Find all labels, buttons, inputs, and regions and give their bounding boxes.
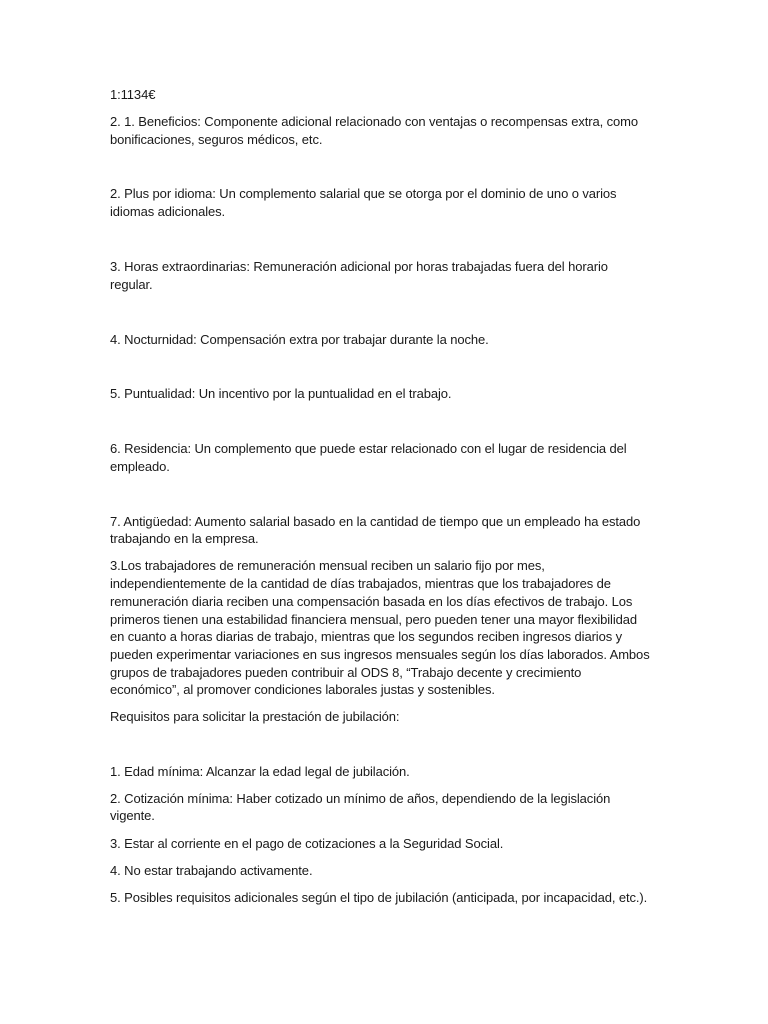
paragraph-line-4: primeros tienen una estabilidad financiera mensual, pero pueden tener una mayor flexibilidad (110, 612, 638, 627)
paragraph-line-6: pueden experimentar variaciones en sus ingresos mensuales según los días laborados. Ambos (110, 647, 650, 662)
nocturnidad-line: 4. Nocturnidad: Compensación extra por trabajar durante la noche. (110, 332, 489, 347)
paragraph-line-3: remuneración diaria reciben una compensación basada en los días efectivos de trabajo. Los (110, 594, 633, 609)
paragraph-line-2: independientemente de la cantidad de días trabajados, mientras que los trabajadores de (110, 576, 611, 591)
paragraph-line-1: 3.Los trabajadores de remuneración mensual reciben un salario fijo por mes, (110, 558, 545, 573)
requisito-4-line: 4. No estar trabajando activamente. (110, 863, 313, 878)
paragraph-line-5: en cuanto a horas diarias de trabajo, mientras que los segundos reciben ingresos diarios y (110, 629, 623, 644)
paragraph-line-8: económico”, al promover condiciones laborales justas y sostenibles. (110, 682, 495, 697)
requisito-2-line-1: 2. Cotización mínima: Haber cotizado un mínimo de años, dependiendo de la legislación (110, 791, 611, 806)
requisito-5-line: 5. Posibles requisitos adicionales según el tipo de jubilación (anticipada, por incapacidad, etc.). (110, 890, 648, 905)
residencia-line-2: empleado. (110, 459, 170, 474)
paragraph-line-7: grupos de trabajadores pueden contribuir al ODS 8, “Trabajo decente y crecimiento (110, 665, 582, 680)
antiguedad-line-1: 7. Antigüedad: Aumento salarial basado en la cantidad de tiempo que un empleado ha estado (110, 514, 641, 529)
horas-extra-line-1: 3. Horas extraordinarias: Remuneración adicional por horas trabajadas fuera del horario (110, 259, 608, 274)
requisito-1-line: 1. Edad mínima: Alcanzar la edad legal de jubilación. (110, 764, 410, 779)
beneficios-line-1: 2. 1. Beneficios: Componente adicional relacionado con ventajas o recompensas extra, como (110, 114, 639, 129)
requisito-2-line-2: vigente. (110, 808, 155, 823)
horas-extra-line-2: regular. (110, 277, 153, 292)
plus-idioma-line-1: 2. Plus por idioma: Un complemento salarial que se otorga por el dominio de uno o varios (110, 186, 617, 201)
antiguedad-line-2: trabajando en la empresa. (110, 531, 259, 546)
requisitos-heading: Requisitos para solicitar la prestación de jubilación: (110, 709, 400, 724)
puntualidad-line: 5. Puntualidad: Un incentivo por la puntualidad en el trabajo. (110, 386, 452, 401)
amount-line: 1:1134€ (110, 87, 156, 102)
plus-idioma-line-2: idiomas adicionales. (110, 204, 226, 219)
residencia-line-1: 6. Residencia: Un complemento que puede estar relacionado con el lugar de residencia del (110, 441, 627, 456)
beneficios-line-2: bonificaciones, seguros médicos, etc. (110, 132, 323, 147)
requisito-3-line: 3. Estar al corriente en el pago de cotizaciones a la Seguridad Social. (110, 836, 504, 851)
